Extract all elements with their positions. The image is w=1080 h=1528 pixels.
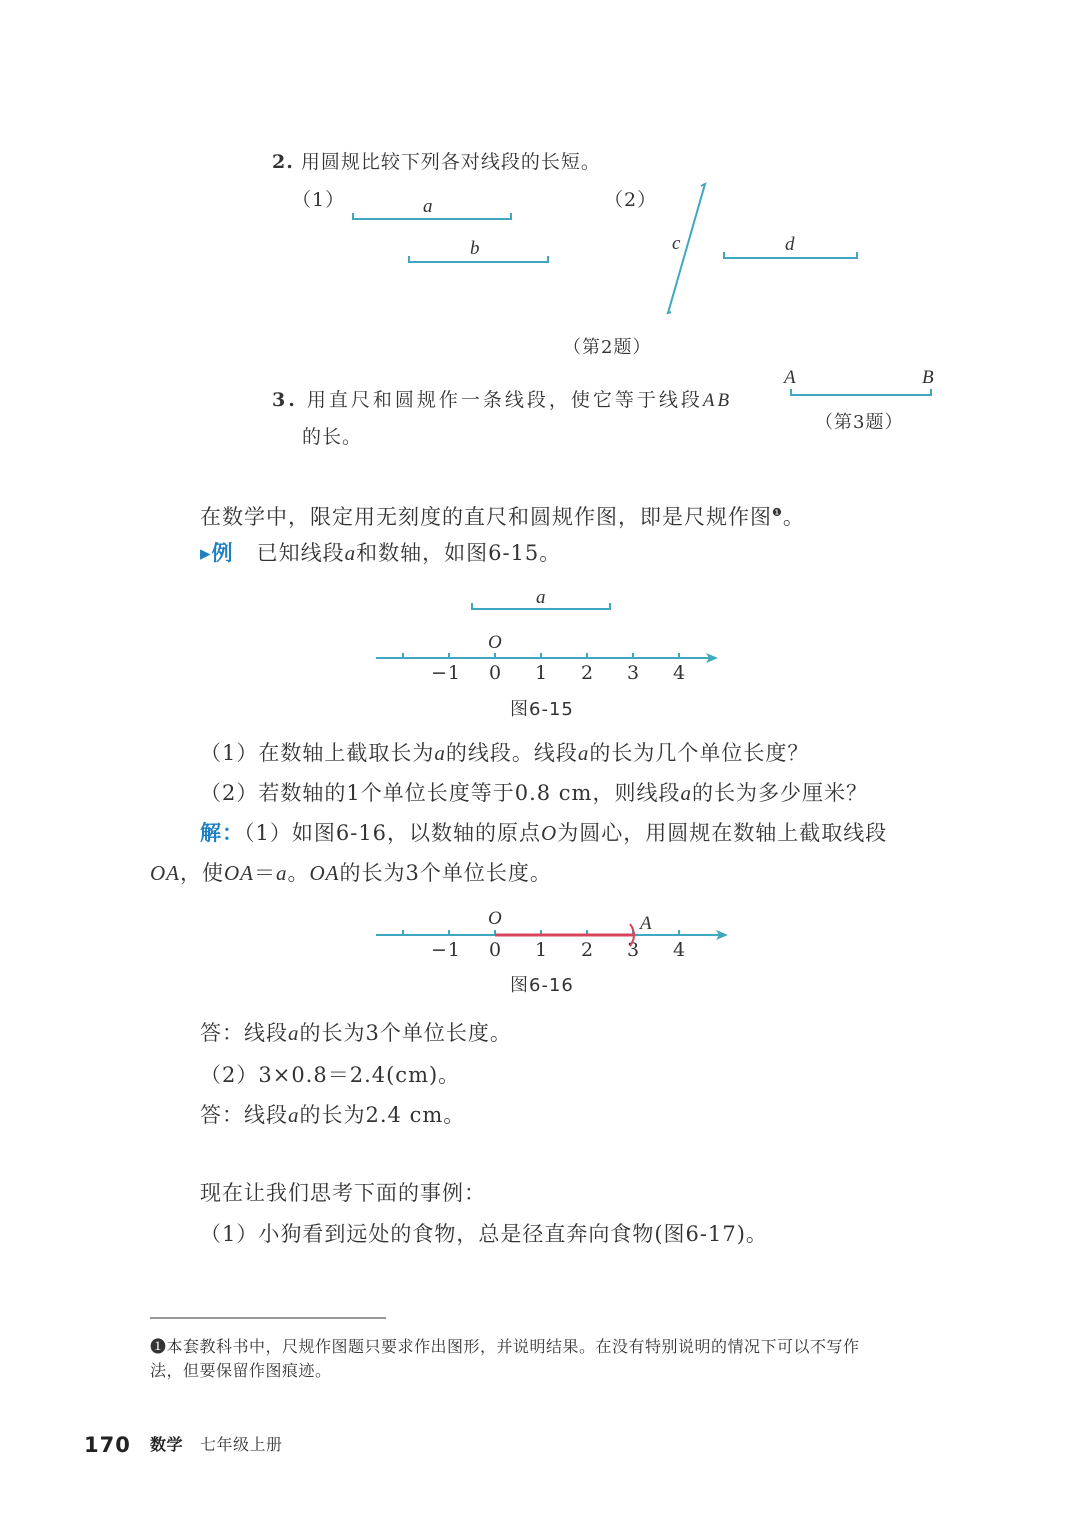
think-intro: 现在让我们思考下面的事例： <box>200 1181 486 1205</box>
text: （1）如图6-16，以数轴的原点 <box>244 821 542 845</box>
text: 的长为3个单位长度。 <box>339 861 552 885</box>
segment-AB <box>791 389 931 395</box>
text: 的长为几个单位长度？ <box>589 741 810 765</box>
text: 的线段。线段 <box>445 741 578 765</box>
text: 和数轴，如图6-15。 <box>356 541 562 565</box>
text: 答：线段 <box>200 1021 288 1045</box>
example-label: ▸例 <box>200 541 234 565</box>
math-var: a <box>276 861 288 885</box>
fig16-caption: 图6-16 <box>510 975 574 996</box>
figure-caption: （第2题） <box>563 337 652 358</box>
text: 答：线段 <box>200 1103 288 1127</box>
tick-label: −1 <box>431 939 462 961</box>
segment-b <box>409 256 548 262</box>
segment-c-label: c <box>672 233 682 254</box>
segment-c <box>668 184 705 313</box>
tick-label: 2 <box>581 939 595 961</box>
think-item-1: （1）小狗看到远处的食物，总是径直奔向食物(图6-17)。 <box>200 1222 768 1246</box>
text: 的长为2.4 cm。 <box>299 1103 466 1127</box>
text: 为圆心，用圆规在数轴上截取线段 <box>557 821 888 845</box>
tick-label: 0 <box>489 939 503 961</box>
math-var: AB <box>702 390 733 411</box>
segment-b-label: b <box>470 238 481 259</box>
text: ＝ <box>254 861 276 885</box>
footer-grade: 七年级上册 <box>200 1435 283 1454</box>
text: （2）若数轴的1个单位长度等于0.8 cm，则线段 <box>200 781 681 805</box>
tick-label: 4 <box>673 662 687 684</box>
calculation: （2）3×0.8＝2.4(cm)。 <box>200 1063 461 1087</box>
segment-d-label: d <box>785 234 796 255</box>
tick-label: 1 <box>535 939 549 961</box>
figure-caption: （第3题） <box>815 412 904 433</box>
fig15-caption: 图6-15 <box>510 699 574 720</box>
fig16-number-line <box>376 924 728 946</box>
footnote-ref: ❶ <box>772 506 783 519</box>
fig15-a-label: a <box>536 587 547 608</box>
math-var: a <box>680 781 692 805</box>
footer-subject: 数学 <box>150 1435 184 1454</box>
part-1-label: （1） <box>292 189 346 211</box>
segment-a <box>353 213 511 219</box>
problem-text: 用圆规比较下列各对线段的长短。 <box>300 151 601 173</box>
text: 。 <box>287 861 310 885</box>
punct: 。 <box>782 505 805 529</box>
solution-label: 解： <box>200 821 244 845</box>
problem-text: 用直尺和圆规作一条线段，使它等于线段 <box>306 389 703 411</box>
footnote-line-2: 法，但要保留作图痕迹。 <box>150 1361 332 1380</box>
tick-label: 4 <box>673 939 687 961</box>
problem-number: 2. <box>272 151 294 173</box>
problem-number: 3. <box>272 389 298 411</box>
math-var: O <box>541 821 558 845</box>
math-var: OA <box>224 861 254 885</box>
tick-label: 1 <box>535 662 549 684</box>
tick-label: 2 <box>581 662 595 684</box>
point-A-label: A <box>784 367 797 388</box>
text: 的长为3个单位长度。 <box>299 1021 512 1045</box>
math-var: a <box>434 741 446 765</box>
text: ，使 <box>180 861 224 885</box>
segment-d <box>724 252 857 258</box>
footnote-mark: ❶ <box>150 1337 167 1356</box>
math-var: OA <box>150 861 180 885</box>
math-var: a <box>344 541 357 565</box>
fig15-segment-a <box>472 603 610 609</box>
math-var: a <box>288 1021 300 1045</box>
tick-label: 3 <box>627 662 641 684</box>
fig16-origin-label: O <box>488 908 503 929</box>
point-B-label: B <box>922 367 935 388</box>
fig15-number-line <box>376 653 718 663</box>
problem-3-cont: 的长。 <box>302 426 363 448</box>
math-var: OA <box>309 861 340 885</box>
text: 本套教科书中，尺规作图题只要求作出图形，并说明结果。在没有特别说明的情况下可以不写作 <box>166 1337 860 1356</box>
fig15-origin-label: O <box>488 632 503 653</box>
tick-label: −1 <box>431 662 462 684</box>
text: 已知线段 <box>256 541 345 565</box>
segment-a-label: a <box>423 196 434 217</box>
math-var: a <box>577 741 590 765</box>
tick-label: 3 <box>627 939 641 961</box>
intro-text: 在数学中，限定用无刻度的直尺和圆规作图，即是尺规作图 <box>200 505 772 529</box>
text: （1）在数轴上截取长为 <box>200 741 435 765</box>
page-number: 170 <box>84 1433 131 1457</box>
math-var: a <box>288 1103 300 1127</box>
part-2-label: （2） <box>604 189 658 211</box>
text: 的长为多少厘米？ <box>691 781 868 805</box>
tick-label: 0 <box>489 662 503 684</box>
fig16-point-A-label: A <box>640 913 653 934</box>
